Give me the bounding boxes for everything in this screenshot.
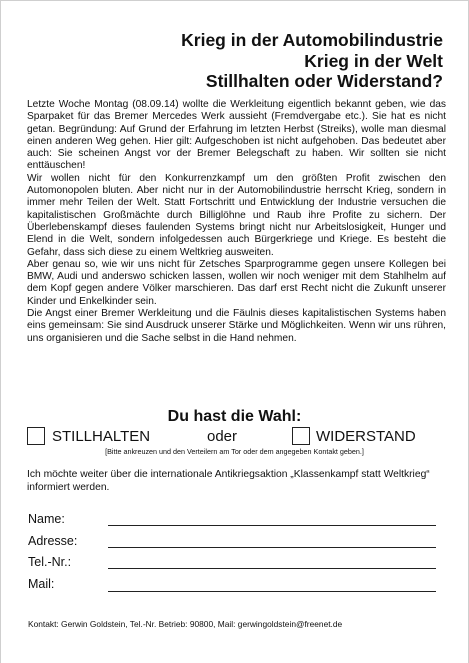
address-field[interactable]	[108, 533, 436, 548]
address-label: Adresse:	[28, 534, 78, 548]
choice-separator: oder	[207, 428, 238, 445]
name-label: Name:	[28, 512, 65, 526]
phone-label: Tel.-Nr.:	[28, 555, 72, 569]
page-border-top	[0, 0, 469, 1]
title-line-1: Krieg in der Automobilindustrie	[181, 30, 443, 50]
widerstand-checkbox[interactable]	[292, 427, 310, 445]
mail-label: Mail:	[28, 577, 55, 591]
name-field[interactable]	[108, 511, 436, 526]
body-paragraph-3: Aber genau so, wie wir uns nicht für Zetsches Sparprogramme gegen unsere Kollegen bei BMW, Audi und anderswo schicken lassen, wollen wir noch weniger mit dem Stahlhelm auf dem Kopf gegen andere Völker marschieren. Das darf erst Recht nicht die Zukunft unserer Kinder und Enkelkinder sein.	[27, 258, 446, 307]
stillhalten-checkbox[interactable]	[27, 427, 45, 445]
instruction-hint: [Bitte ankreuzen und den Verteilern am Tor oder dem angegeben Kontakt geben.]	[105, 447, 364, 456]
title-line-3: Stillhalten oder Widerstand?	[205, 71, 443, 91]
body-paragraph-1: Letzte Woche Montag (08.09.14) wollte die Werkleitung eigentlich bekannt geben, wie das Sparpaket für das Bremer Mercedes Werk aussieht (Fremdvergabe etc.). Sie hat es nicht getan. Begründung: Auf Grund der Erfahrung im letzten Herbst (Streiks), wolle man diesmal einen anderen Weg gehen. Hier gilt: Aufgeschoben ist nicht aufgehoben. Das bedeutet aber auch: Sie scheinen Angst vor der Bremer Belegschaft zu haben. Wir sollten sie nicht enttäuschen!	[27, 99, 446, 172]
page-border-left	[0, 0, 1, 663]
title-line-2: Krieg in der Welt	[304, 50, 443, 71]
mail-field[interactable]	[108, 577, 436, 592]
stillhalten-label: STILLHALTEN	[52, 428, 151, 445]
flyer-title	[23, 30, 443, 92]
widerstand-label: WIDERSTAND	[316, 428, 416, 445]
body-paragraph-4: Die Angst einer Bremer Werkleitung und die Fäulnis dieses kapitalistischen Systems haben eins gemeinsam: Sie sind Ausdruck unserer Stärke und Möglichkeiten. Wenn wir uns rühren, uns organisieren und die Sache selbst in die Hand nehmen.	[27, 308, 446, 344]
body-paragraph-2: Wir wollen nicht für den Konkurrenzkampf um den größten Profit zwischen den Automonopolen bluten. Aber nicht nur in der Automobilindustrie herrscht Krieg, sondern in immer mehr Teilen der Welt. Statt Fortschritt und Entwicklung der Industrie versuchen die kapitalistischen Großmächte durch Billiglöhne und Raub ihre Profite zu sichern. Der Überlebenskampf dieses faulenden Systems bringt nicht nur Arbeitslosigkeit, Hunger und Elend in die Welt, sondern infolgedessen auch Bürgerkriege und Kriege. Es besteht die Gefahr, dass sich diese zu einem Weltkrieg ausweiten.	[27, 172, 446, 258]
flyer-body-text	[27, 99, 446, 345]
phone-field[interactable]	[108, 554, 436, 569]
choice-heading: Du hast die Wahl:	[167, 408, 302, 425]
contact-footer: Kontakt: Gerwin Goldstein, Tel.-Nr. Betrieb: 90800, Mail: gerwingoldstein@freenet.de	[28, 619, 343, 629]
info-request-text: Ich möchte weiter über die internationale Antikriegsaktion „Klassenkampf statt Weltkrieg“ informiert werden.	[27, 469, 430, 493]
